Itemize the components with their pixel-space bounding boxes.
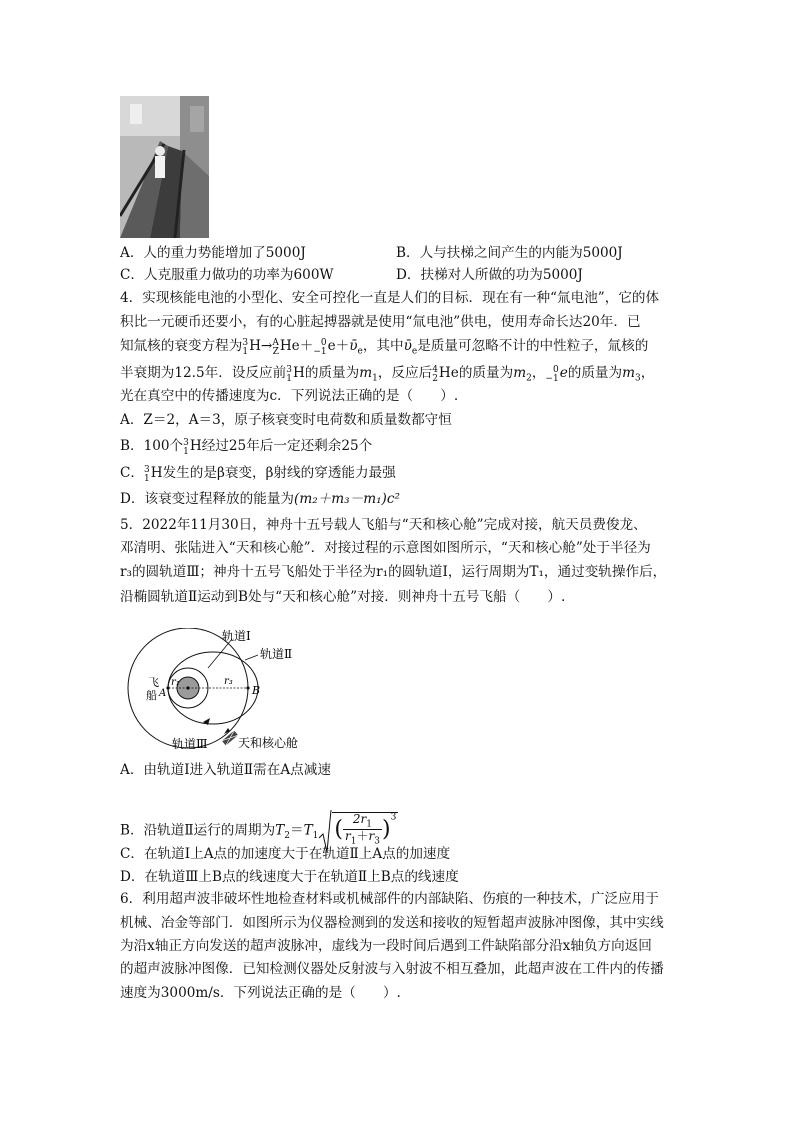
orbit-diagram	[120, 628, 320, 756]
r3-label: r₃	[224, 676, 233, 687]
q5-stem-line-2: 邓清明、张陆进入“天和核心舱”．对接过程的示意图如图所示，“天和核心舱”处于半径为	[120, 540, 651, 556]
q5-stem-line-1: 5．2022年11月30日，神舟十五号载人飞船与“天和核心舱”完成对接，航天员费俊龙、	[120, 517, 647, 533]
ship-label-top: 飞	[148, 676, 159, 689]
q6-stem-line-5: 速度为3000m/s．下列说法正确的是（ ）.	[120, 985, 401, 1001]
q4-option-b[interactable]: B．100个3 1H经过25年后一定还剩余25个	[120, 438, 373, 457]
r1-label: r₁	[171, 677, 180, 688]
q5-option-c[interactable]: C．在轨道Ⅰ上A点的加速度大于在轨道Ⅱ上A点的加速度	[120, 846, 451, 862]
q3-option-d[interactable]: D．扶梯对人所做的功为5000J	[396, 267, 583, 283]
q6-stem-line-4: 的超声波脉冲图像．已知检测仪器处反射波与入射波不相互叠加，此超声波在工件内的传播	[120, 961, 664, 977]
q4-stem-line-2: 积比一元硬币还要小，有的心脏起搏器就是使用“氚电池”供电，使用寿命长达20年．已	[120, 314, 641, 330]
q5-option-d[interactable]: D．在轨道Ⅲ上B点的线速度大于在轨道Ⅱ上B点的线速度	[120, 869, 459, 885]
q4-stem-line-1: 4．实现核能电池的小型化、安全可控化一直是人们的目标．现在有一种“氚电池”，它的体	[120, 290, 660, 306]
ship-label-bottom: 船	[146, 689, 157, 702]
q5-option-b[interactable]: B．沿轨道Ⅱ运行的周期为$T_2=T_1$ ( $\frac{2r_1}{r_1+r_3}$ )$^3$	[120, 808, 398, 854]
q5-stem-line-4: 沿椭圆轨道Ⅱ运动到B处与“天和核心舱”对接．则神舟十五号飞船（ ）.	[120, 589, 566, 605]
q4-option-c[interactable]: C．3 1H发生的是β衰变，β射线的穿透能力最强	[120, 465, 396, 484]
q4-option-a[interactable]: A．Z＝2，A＝3，原子核衰变时电荷数和质量数都守恒	[120, 412, 452, 428]
q3-option-b[interactable]: B．人与扶梯之间产生的内能为5000J	[396, 245, 623, 261]
station-icon	[222, 731, 238, 746]
q3-option-c[interactable]: C．人克服重力做功的功率为600W	[120, 267, 334, 283]
point-a-label: A	[159, 688, 167, 699]
q5-option-a[interactable]: A．由轨道Ⅰ进入轨道Ⅱ需在A点减速	[120, 762, 331, 778]
orbit-2-label: 轨道Ⅱ	[260, 647, 293, 661]
q3-option-a[interactable]: A．人的重力势能增加了5000J	[120, 245, 306, 261]
escalator-photo	[120, 96, 209, 238]
q4-stem-line-4: 半衰期为12.5年．设反应前3 1H的质量为$m_1$，反应后4 2He的质量为$m_2$， 0 −1e的质量为$m_3$，	[120, 365, 655, 384]
q4-stem-line-5: 光在真空中的传播速度为c．下列说法正确的是（ ）.	[120, 388, 459, 404]
q4-option-d[interactable]: D．该衰变过程释放的能量为(m₂＋m₃－m₁)c²	[120, 491, 400, 507]
station-label: 天和核心舱	[238, 736, 299, 750]
q5-stem-line-3: r₃的圆轨道Ⅲ；神舟十五号飞船处于半径为r₁的圆轨道Ⅰ，运行周期为T₁，通过变轨操作后，	[120, 564, 667, 580]
q4-stem-line-3: 知氚核的衰变方程为3 1H→A ZHe＋ 0 −1e＋ῡ$_e$，其中ῡ$_e$是质量可忽略不计的中性粒子，氚核的	[120, 338, 649, 357]
orbit-1-label: 轨道Ⅰ	[222, 629, 251, 643]
q6-stem-line-1: 6．利用超声波非破坏性地检查材料或机械部件的内部缺陷、伤痕的一种技术，广泛应用于	[120, 891, 659, 907]
orbit-3-label: 轨道Ⅲ	[172, 737, 208, 751]
q6-stem-line-3: 为沿x轴正方向发送的超声波脉冲，虚线为一段时间后遇到工件缺陷部分沿x轴负方向返回	[120, 938, 652, 954]
q6-stem-line-2: 机械、冶金等部门．如图所示为仪器检测到的发送和接收的短暂超声波脉冲图像，其中实线	[120, 915, 664, 931]
point-b-label: B	[252, 684, 261, 697]
